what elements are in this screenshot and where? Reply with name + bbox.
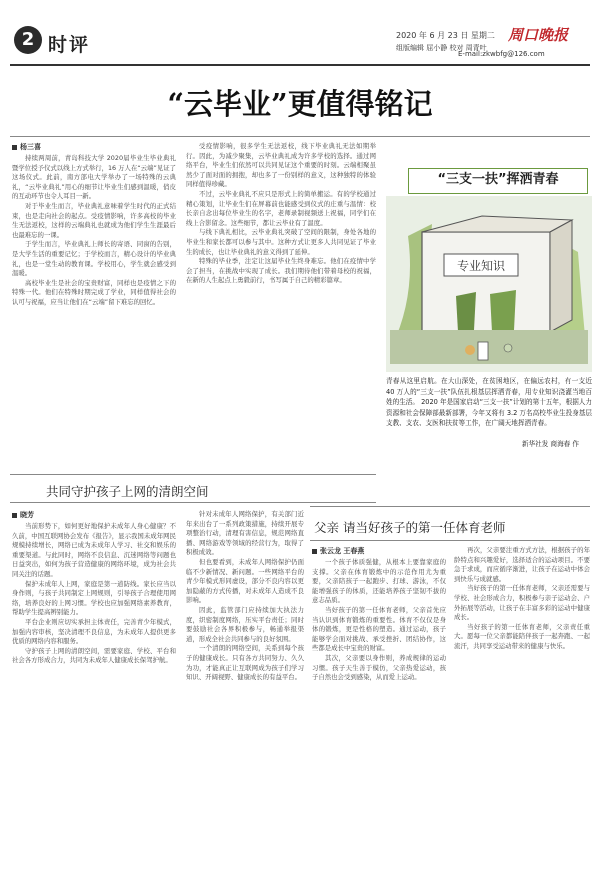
article3-column-1 bbox=[312, 558, 446, 890]
paragraph: 当好孩子的第一任体育老师，父亲还需要与学校、社会形成合力，积极参与亲子运动会、户外拓展等活动，让孩子在丰富多彩的运动中健康成长。 bbox=[454, 584, 590, 622]
paragraph: 高校毕业生是社会的宝贵财富，同样也是疫情之下的特殊一代。他们在特殊时期完成了学业，同样值得社会的认可与祝福，应当让他们在“云端”留下难忘的回忆。 bbox=[12, 278, 176, 306]
page-number-badge: 2 bbox=[14, 26, 42, 54]
paragraph: 当好孩子的第一任体育老师，父亲首先应当认识到体育锻炼的重要性。体育不仅仅是身体的锻炼，更是性格的塑造。通过运动，孩子能够学会面对挑战、承受挫折、团结协作，这些都是成长中宝贵的财富。 bbox=[312, 605, 446, 653]
divider bbox=[310, 540, 590, 541]
article3-headline: 父亲 请当好孩子的第一任体育老师 bbox=[314, 520, 506, 535]
main-headline: “云毕业”更值得铭记 bbox=[167, 87, 433, 121]
section-title: 时评 bbox=[48, 34, 91, 56]
editor-credits: 组版编辑 屈小静 校对 周青叶 bbox=[396, 44, 487, 52]
article2-column-1 bbox=[12, 522, 176, 890]
paragraph: 因此，监管部门应持续加大执法力度，织密制度网络，压实平台责任；同时要鼓励社会各界积极参与，畅通举报渠道，形成全社会共同参与的良好氛围。 bbox=[186, 605, 304, 643]
paragraph: 一个清朗的网络空间，关系到每个孩子的健康成长。只有各方共同努力、久久为功，才能真正让互联网成为孩子们学习知识、开阔视野、健康成长的有益平台。 bbox=[186, 644, 304, 682]
illustration-credit: 新华社发 商海春 作 bbox=[522, 440, 579, 448]
article1-byline: 杨三喜 bbox=[12, 142, 41, 152]
paragraph: 其次，父亲要以身作则，养成规律的运动习惯。孩子天生善于模仿，父亲热爱运动，孩子自然也会受到感染，从而爱上运动。 bbox=[312, 653, 446, 682]
paragraph: 当前形势下，如何更好地保护未成年人身心健康？不久前，中国互联网协会发布《报告》，显示我国未成年网民规模持续增长，网络已成为未成年人学习、社交和娱乐的重要渠道。与此同时，网络不良信息、沉迷网络等问题也日益突出，如何为孩子营造健康的网络环境，成为社会共同关注的话题。 bbox=[12, 522, 176, 578]
paragraph: 对于毕业生而言，毕业典礼意味着学生时代的正式结束，也是走向社会的起点。受疫情影响，许多高校的毕业生无法返校，这样的云端典礼也就成为他们学生生涯最后也最难忘的一课。 bbox=[12, 201, 176, 239]
article3-byline: 张云龙 王春燕 bbox=[312, 546, 364, 556]
article2-headline: 共同守护孩子上网的清朗空间 bbox=[46, 484, 209, 499]
paragraph: 受疫情影响，很多学生无法返校，线下毕业典礼无法如期举行。因此，为减少聚集，云毕业典礼成为许多学校的选择。通过网络平台，毕业生们依然可以共同见证这个重要的时刻。云端相聚虽然少了面对面的拥抱，却也多了一份别样的意义，这种独特的体验同样值得珍藏。 bbox=[186, 142, 376, 189]
paragraph: 再次，父亲要注重方式方法，根据孩子的年龄特点和兴趣爱好，选择适合的运动项目。不要急于求成，而应循序渐进，让孩子在运动中体会到快乐与成就感。 bbox=[454, 546, 590, 583]
illustration-caption: 青春从这里启航。在大山深处，在贫困地区，在偏远农村，有一支近 40 万人的“三支一扶”队伍扎根基层挥洒青春，用专业知识浇灌当地百姓的生活。 2020 年是国家启动“三支一扶”计划的第十五年，根据人力资源和社会保障部最新部署，今年又将有 3.2 万名高校毕业生投身基层支教、支农、支医和扶贫等工作，在广阔天地挥洒青春。 bbox=[386, 377, 592, 427]
headline-rule bbox=[10, 136, 590, 137]
article3-column-2 bbox=[454, 546, 590, 890]
divider bbox=[310, 506, 590, 507]
paragraph: 于学生而言，毕业典礼上师长的寄语、同窗的告别，是大学生活的重要记忆；于学校而言，精心设计的毕业典礼，也是一堂生动的教育课。学校用心，学生就会感受到温暖。 bbox=[12, 240, 176, 278]
paragraph: 守护孩子上网的清朗空间，需要家庭、学校、平台和社会各方形成合力，共同为未成年人健康成长保驾护航。 bbox=[12, 646, 176, 665]
paragraph: 一个孩子体质强健，从根本上要靠家庭的支撑。父亲在体育锻炼中的示范作用尤为重要，父亲陪孩子一起跑步、打球、游泳，不仅能增强孩子的体质，还能培养孩子坚韧不拔的意志品质。 bbox=[312, 558, 446, 605]
illustration-book-cartoon bbox=[386, 196, 592, 372]
sidebar-title: “三支一扶”挥洒青春 bbox=[408, 168, 588, 194]
article2-byline: 晓芳 bbox=[12, 510, 34, 520]
article1-column-2 bbox=[186, 142, 376, 466]
paragraph: 保护未成年人上网，家庭是第一道防线。家长应当以身作则，与孩子共同制定上网规则，引导孩子合理使用网络，培养良好的上网习惯。学校也应加强网络素养教育，帮助学生提高辨别能力。 bbox=[12, 579, 176, 617]
issue-date: 2020 年 6 月 23 日 星期二 bbox=[396, 31, 495, 40]
divider bbox=[10, 474, 376, 475]
paragraph: 不过，云毕业典礼不应只是形式上的简单搬运。有的学校通过精心策划，让毕业生们在屏幕前也能感受到仪式的庄重与温情：校长亲自念出每位毕业生的名字，老师录制视频送上祝福，同学们在线上合影留念。这些细节，都让云毕业有了温度。 bbox=[186, 189, 376, 227]
divider bbox=[10, 502, 376, 503]
paragraph: 平台企业则应切实承担主体责任，完善青少年模式，加强内容审核，坚决清理不良信息，为未成年人提供更多优质的网络内容和服务。 bbox=[12, 617, 176, 646]
paragraph: 持续两周前，青岛科技大学 2020届毕业生毕业典礼暨学位授予仪式以线上方式举行，16 万人在“云端”见证了这场仪式。此前，南方部电大学举办了一场特殊的云典礼，“云毕业典礼”用心的细节让毕业生们感到温暖，俏皮的互动环节也令人耳目一新。 bbox=[12, 154, 176, 201]
article1-column-1 bbox=[12, 154, 176, 466]
contact-email: E-mail:zkwbfg@126.com bbox=[458, 50, 545, 58]
paragraph: 特殊的毕业季，注定让这届毕业生终身难忘。他们在疫情中学会了担当，在挑战中实现了成长。我们期待他们带着母校的祝福，在新的人生起点上勇毅前行，书写属于自己的精彩篇章。 bbox=[186, 257, 376, 285]
newspaper-logo: 周口晚报 bbox=[508, 26, 569, 44]
paragraph: 但也要看到，未成年人网络保护仍面临不少新情况、新问题。一些网络平台的青少年模式形同虚设，部分不良内容以更加隐蔽的方式传播，对未成年人造成不良影响。 bbox=[186, 557, 304, 605]
book-cover-label: 专业知识 bbox=[456, 259, 506, 273]
header-rule bbox=[10, 64, 590, 66]
paragraph: 针对未成年人网络保护，有关部门近年来出台了一系列政策措施，持续开展专项整治行动，清理有害信息，规范网络直播、网络游戏等领域的经营行为，取得了积极成效。 bbox=[186, 510, 304, 557]
paragraph: 与线下典礼相比，云毕业典礼突破了空间的限制，身处各地的毕业生和家长都可以参与其中。这种方式让更多人共同见证了毕业生的成长，也让毕业典礼的意义得到了延伸。 bbox=[186, 228, 376, 256]
article2-column-2 bbox=[186, 510, 304, 890]
paragraph: 当好孩子的第一任体育老师，父亲责任重大。愿每一位父亲都能陪伴孩子一起奔跑、一起流汗，共同享受运动带来的健康与快乐。 bbox=[454, 622, 590, 650]
